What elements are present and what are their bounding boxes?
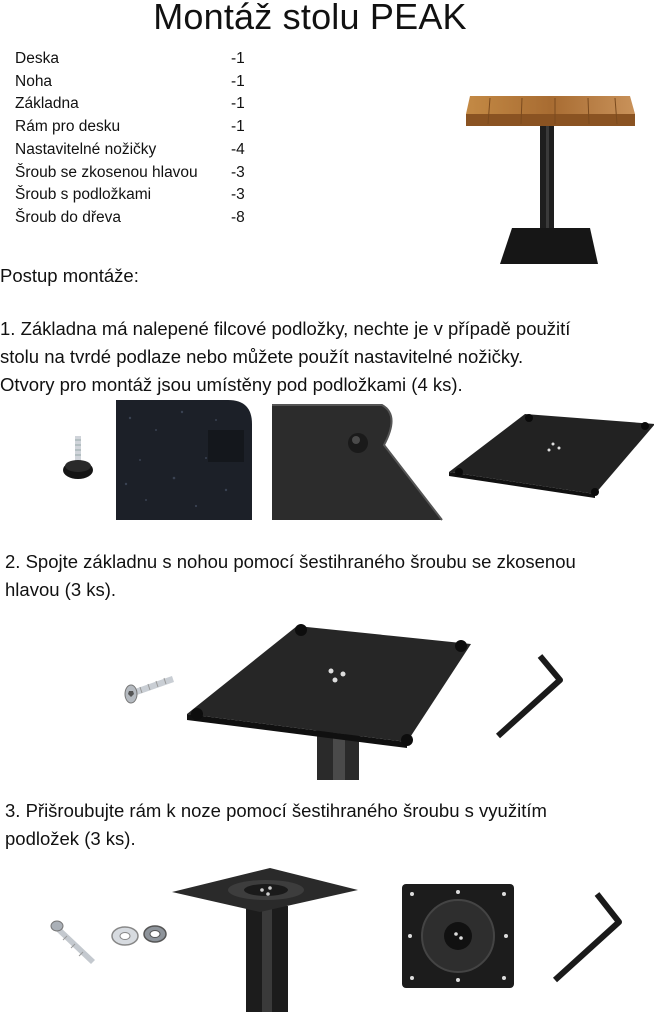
part-qty: -1 bbox=[231, 95, 245, 113]
step1-line: stolu na tvrdé podlaze nebo můžete použít nastavitelné nožičky. bbox=[0, 346, 524, 367]
parts-row bbox=[15, 139, 261, 162]
part-qty: -1 bbox=[231, 72, 245, 90]
parts-row bbox=[15, 93, 261, 116]
part-name: Základna bbox=[15, 95, 79, 113]
part-name: Šroub se zkosenou hlavou bbox=[15, 163, 198, 181]
step3-line: podložek (3 ks). bbox=[5, 828, 136, 849]
part-qty: -1 bbox=[231, 118, 245, 136]
parts-list bbox=[15, 48, 261, 230]
part-name: Deska bbox=[15, 50, 59, 67]
adjustable-foot-image bbox=[55, 432, 105, 487]
step1-line: Otvory pro montáž jsou umístěny pod podložkami (4 ks). bbox=[0, 374, 463, 395]
part-qty: -8 bbox=[231, 208, 245, 226]
parts-row bbox=[15, 184, 261, 207]
part-name: Noha bbox=[15, 72, 53, 90]
parts-row bbox=[15, 162, 261, 185]
part-qty: -1 bbox=[231, 50, 245, 67]
frame-on-leg-image bbox=[170, 866, 360, 1012]
parts-row bbox=[15, 116, 261, 139]
base-corner-closeup-image bbox=[272, 405, 452, 520]
step1-line: 1. Základna má nalepené filcové podložky, nechte je v případě použití bbox=[0, 318, 571, 339]
felt-pad-closeup-image bbox=[116, 400, 252, 520]
step2-line: hlavou (3 ks). bbox=[5, 579, 117, 600]
frame-top-view-image bbox=[400, 882, 516, 990]
countersunk-screw-image bbox=[120, 670, 180, 710]
table-product-image bbox=[460, 88, 640, 268]
screw-with-washers-image bbox=[45, 910, 175, 970]
part-qty: -3 bbox=[231, 163, 245, 181]
allen-key-image bbox=[545, 888, 625, 983]
procedure-heading: Postup montáže: bbox=[0, 265, 139, 286]
page-title: Montáž stolu PEAK bbox=[153, 0, 467, 37]
part-name: Šroub do dřeva bbox=[15, 208, 121, 226]
part-name: Rám pro desku bbox=[15, 118, 121, 136]
part-name: Šroub s podložkami bbox=[15, 186, 152, 204]
parts-row bbox=[15, 71, 261, 94]
part-qty: -4 bbox=[231, 140, 245, 158]
allen-key-image bbox=[490, 650, 570, 740]
part-name: Nastavitelné nožičky bbox=[15, 140, 157, 158]
step2-line: 2. Spojte základnu s nohou pomocí šestihraného šroubu se zkosenou bbox=[5, 551, 576, 572]
parts-row bbox=[15, 207, 261, 230]
base-plate-image bbox=[445, 412, 654, 507]
part-qty: -3 bbox=[231, 186, 245, 204]
base-with-leg-image bbox=[183, 624, 473, 780]
parts-row bbox=[15, 48, 261, 71]
step3-line: 3. Přišroubujte rám k noze pomocí šestihraného šroubu s využitím bbox=[5, 800, 547, 821]
